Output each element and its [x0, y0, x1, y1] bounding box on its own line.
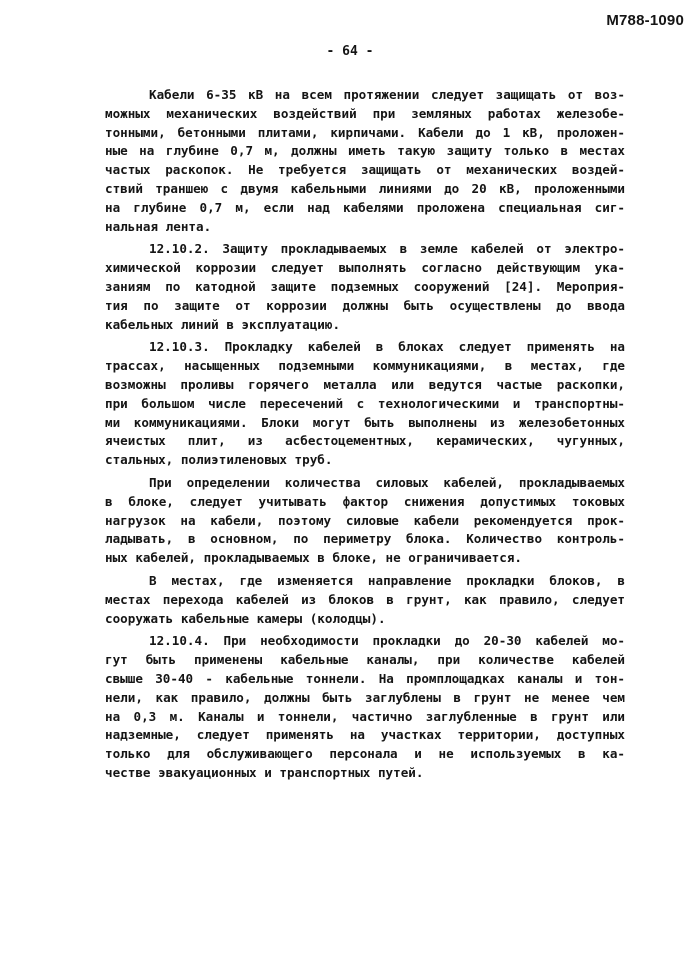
text-line: ми коммуникациями. Блоки могут быть выполнены из железобетонных [105, 414, 625, 430]
text-line: Кабели 6-35 кВ на всем протяжении следует защищать от воз- [149, 87, 625, 102]
page-number: - 64 - [326, 44, 374, 59]
text-line: нели, как правило, должны быть заглублены в грунт не менее чем [105, 689, 625, 705]
text-line: сооружать кабельные камеры (колодцы). [105, 610, 386, 626]
text-line: можных механических воздействий при земляных работах железобе- [105, 105, 625, 121]
document-code: М788-1090 [606, 12, 684, 29]
paragraph-12-10-2 [105, 240, 625, 334]
text-line: кабельных линий в эксплуатацию. [105, 316, 341, 332]
text-line: тонными, бетонными плитами, кирпичами. Кабели до 1 кВ, проложен- [105, 124, 625, 140]
text-line: При определении количества силовых кабелей, прокладываемых [149, 474, 625, 490]
text-line: ладывать, в основном, по периметру блока. Количество контроль- [105, 531, 625, 547]
text-line: при большом числе пересечений с технологическими и транспортны- [105, 395, 625, 411]
text-line: надземные, следует применять на участках территории, доступных [105, 727, 625, 743]
text-line: честве эвакуационных и транспортных путей. [105, 764, 424, 780]
text-line: на 0,3 м. Каналы и тоннели, частично заглубленные в грунт или [105, 708, 625, 724]
text-line: ных кабелей, прокладываемых в блоке, не ограничивается. [105, 550, 523, 566]
text-line: местах перехода кабелей из блоков в грунт, как правило, следует [105, 591, 625, 607]
text-line: тия по защите от коррозии должны быть осуществлены до ввода [105, 297, 625, 313]
text-line: трассах, насыщенных подземными коммуникациями, в местах, где [105, 358, 625, 374]
text-line: нальная лента. [105, 218, 212, 234]
text-line: в блоке, следует учитывать фактор снижения допустимых токовых [105, 493, 625, 509]
paragraph-12-10-3 [105, 338, 625, 470]
text-line: заниям по катодной защите подземных сооружений [24]. Мероприя- [105, 278, 625, 294]
paragraph-cable-protection [105, 86, 625, 236]
document-body [105, 86, 625, 787]
text-line: ные на глубине 0,7 м, должны иметь такую защиту только в местах [105, 143, 625, 159]
text-line: 12.10.4. При необходимости прокладки до 20-30 кабелей мо- [149, 633, 625, 649]
paragraph-12-10-4 [105, 632, 625, 782]
paragraph-power-cables-in-block [105, 474, 625, 568]
text-line: гут быть применены кабельные каналы, при количестве кабелей [105, 652, 625, 668]
text-line: свыше 30-40 - кабельные тоннели. На промплощадках каналы и тон- [105, 670, 625, 686]
text-line: ячеистых плит, из асбестоцементных, керамических, чугунных, [105, 433, 625, 449]
text-line: нагрузок на кабели, поэтому силовые кабели рекомендуется прок- [105, 512, 625, 528]
text-line: на глубине 0,7 м, если над кабелями проложена специальная сиг- [105, 199, 625, 215]
paragraph-cable-chambers [105, 572, 625, 628]
text-line: химической коррозии следует выполнять согласно действующим ука- [105, 260, 625, 276]
text-line: возможны проливы горячего металла или ведутся частые раскопки, [105, 376, 625, 392]
text-line: только для обслуживающего персонала и не используемых в ка- [105, 746, 625, 762]
text-line: 12.10.3. Прокладку кабелей в блоках следует применять на [149, 339, 625, 355]
text-line: ствий траншею с двумя кабельными линиями до 20 кВ, проложенными [105, 180, 625, 196]
text-line: стальных, полиэтиленовых труб. [105, 452, 333, 468]
text-line: 12.10.2. Защиту прокладываемых в земле кабелей от электро- [149, 241, 625, 257]
text-line: В местах, где изменяется направление прокладки блоков, в [149, 572, 625, 588]
text-line: частых раскопок. Не требуется защищать от механических воздей- [105, 162, 625, 178]
